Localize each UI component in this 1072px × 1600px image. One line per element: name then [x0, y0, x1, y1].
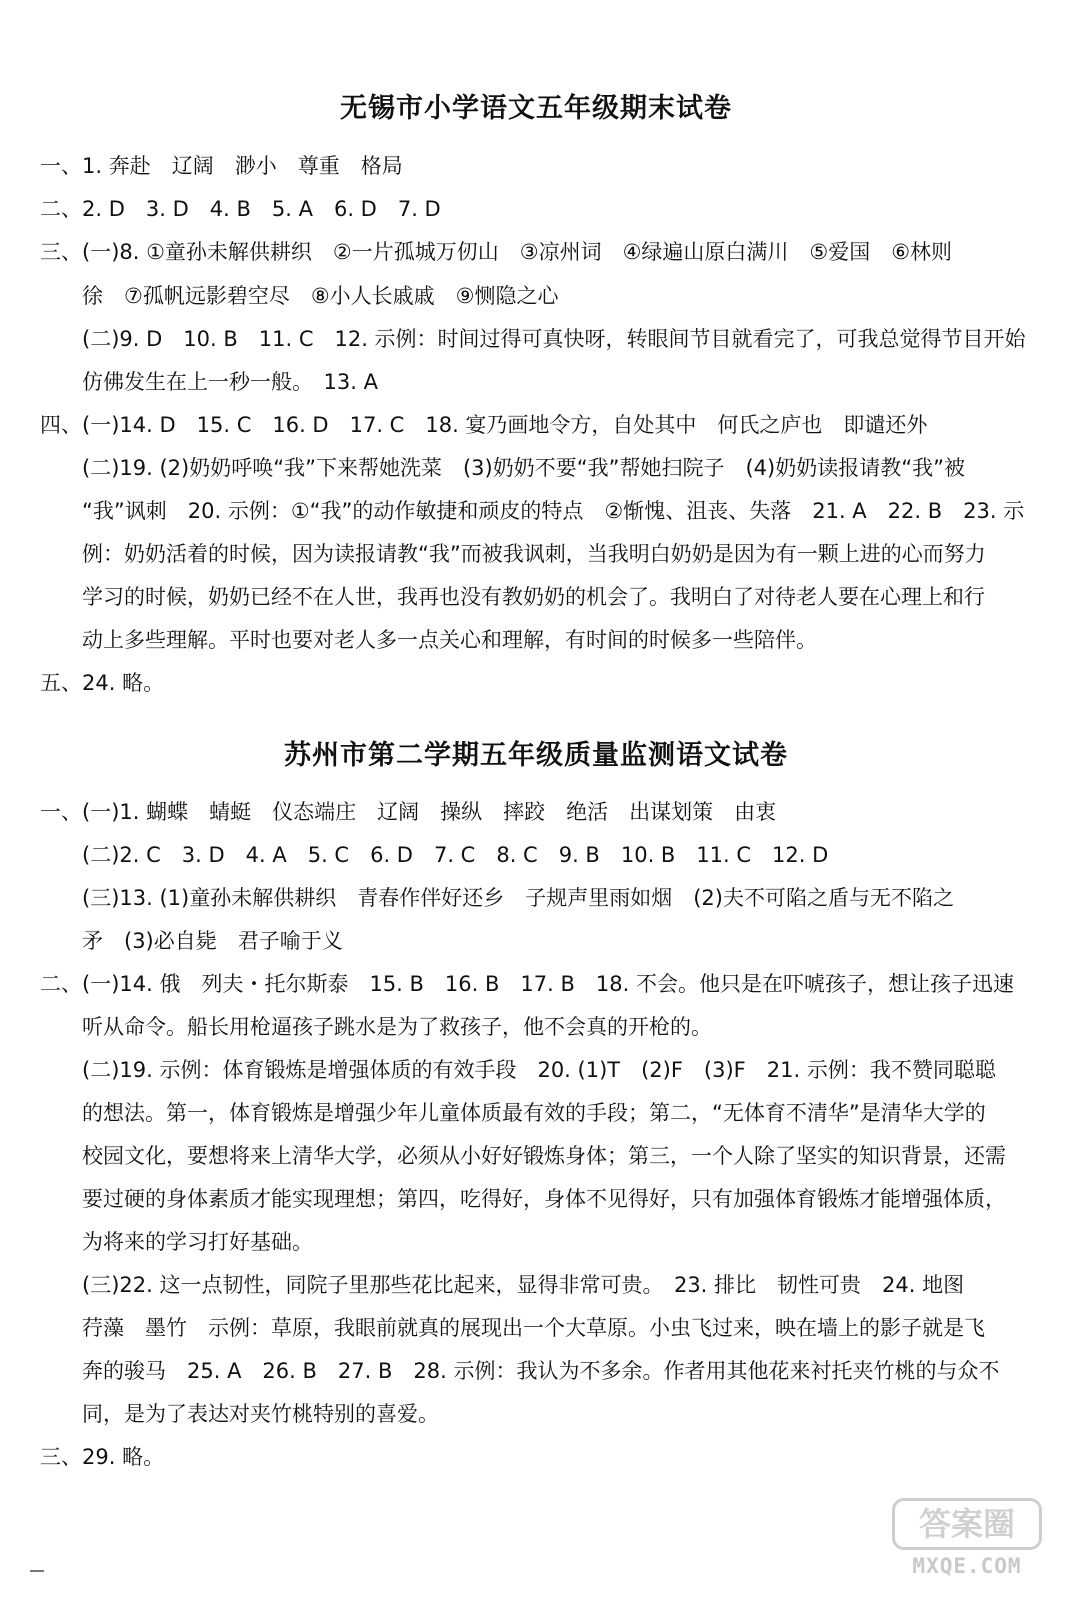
answer-line: 四、(一)14. D 15. C 16. D 17. C 18. 宴乃画地令方，自处其中 何氏之庐也 即谴还外: [40, 413, 928, 437]
answer-line: 学习的时候，奶奶已经不在人世，我再也没有教奶奶的机会了。我明白了对待老人要在心理上和行: [82, 585, 985, 609]
answer-line: (二)19. (2)奶奶呼唤“我”下来帮她洗菜 (3)奶奶不要“我”帮她扫院子 (4)奶奶读报请教“我”被: [82, 456, 965, 480]
watermark: [892, 1498, 1042, 1582]
answer-line: 二、(一)14. 俄 列夫・托尔斯泰 15. B 16. B 17. B 18. 不会。他只是在吓唬孩子，想让孩子迅速: [40, 972, 1014, 996]
answer-line: (二)9. D 10. B 11. C 12. 示例：时间过得可真快呀，转眼间节目就看完了，可我总觉得节目开始: [82, 327, 1026, 351]
answer-line: 五、24. 略。: [40, 671, 165, 695]
answer-line: (三)22. 这一点韧性，同院子里那些花比起来，显得非常可贵。 23. 排比 韧性可贵 24. 地图: [82, 1273, 965, 1297]
watermark-logo: 答案圈: [892, 1498, 1042, 1550]
answer-line: 一、1. 奔赴 辽阔 渺小 尊重 格局: [40, 154, 403, 178]
answer-line: 矛 (3)必自毙 君子喻于义: [82, 929, 343, 953]
answer-line: 仿佛发生在上一秒一般。 13. A: [82, 370, 378, 394]
answer-line: (二)19. 示例：体育锻炼是增强体质的有效手段 20. (1)T (2)F (3)F 21. 示例：我不赞同聪聪: [82, 1058, 996, 1082]
answer-line: 听从命令。船长用枪逼孩子跳水是为了救孩子，他不会真的开枪的。: [82, 1015, 712, 1039]
watermark-url: MXQE.COM: [912, 1554, 1022, 1578]
answer-line: “我”讽刺 20. 示例：①“我”的动作敏捷和顽皮的特点 ②惭愧、沮丧、失落 21. A 22. B 23. 示: [82, 499, 1025, 523]
answer-line: 要过硬的身体素质才能实现理想；第四，吃得好，身体不见得好，只有加强体育锻炼才能增强体质，: [82, 1187, 1006, 1211]
answer-line: 一、(一)1. 蝴蝶 蜻蜓 仪态端庄 辽阔 操纵 摔跤 绝活 出谋划策 由衷: [40, 800, 777, 824]
page-corner-mark: [30, 1570, 44, 1572]
answer-line: 校园文化，要想将来上清华大学，必须从小好好锻炼身体；第三，一个人除了坚实的知识背景，还需: [82, 1144, 1006, 1168]
answer-line: 同，是为了表达对夹竹桃特别的喜爱。: [82, 1402, 439, 1426]
answer-line: 二、2. D 3. D 4. B 5. A 6. D 7. D: [40, 197, 441, 221]
answer-line: 的想法。第一，体育锻炼是增强少年儿童体质最有效的手段；第二，“无体育不清华”是清华大学的: [82, 1101, 986, 1125]
answer-line: 奔的骏马 25. A 26. B 27. B 28. 示例：我认为不多余。作者用其他花来衬托夹竹桃的与众不: [82, 1359, 1000, 1383]
answer-line: 三、29. 略。: [40, 1445, 165, 1469]
section2-title: 苏州市第二学期五年级质量监测语文试卷: [284, 740, 788, 771]
answer-line: 例：奶奶活着的时候，因为读报请教“我”而被我讽刺，当我明白奶奶是因为有一颗上进的心而努力: [82, 542, 986, 566]
answer-line: (三)13. (1)童孙未解供耕织 青春作伴好还乡 子规声里雨如烟 (2)夫不可陷之盾与无不陷之: [82, 886, 954, 910]
answer-line: 徐 ⑦孤帆远影碧空尽 ⑧小人长戚戚 ⑨恻隐之心: [82, 284, 559, 308]
section1-title: 无锡市小学语文五年级期末试卷: [340, 93, 732, 124]
answer-line: 动上多些理解。平时也要对老人多一点关心和理解，有时间的时候多一些陪伴。: [82, 628, 817, 652]
answer-line: (二)2. C 3. D 4. A 5. C 6. D 7. C 8. C 9. B 10. B 11. C 12. D: [82, 843, 829, 867]
answer-line: 三、(一)8. ①童孙未解供耕织 ②一片孤城万仞山 ③凉州词 ④绿遍山原白满川 ⑤爱国 ⑥林则: [40, 240, 953, 264]
answer-line: 为将来的学习打好基础。: [82, 1230, 313, 1254]
answer-line: 荇藻 墨竹 示例：草原，我眼前就真的展现出一个大草原。小虫飞过来，映在墙上的影子就是飞: [82, 1316, 985, 1340]
